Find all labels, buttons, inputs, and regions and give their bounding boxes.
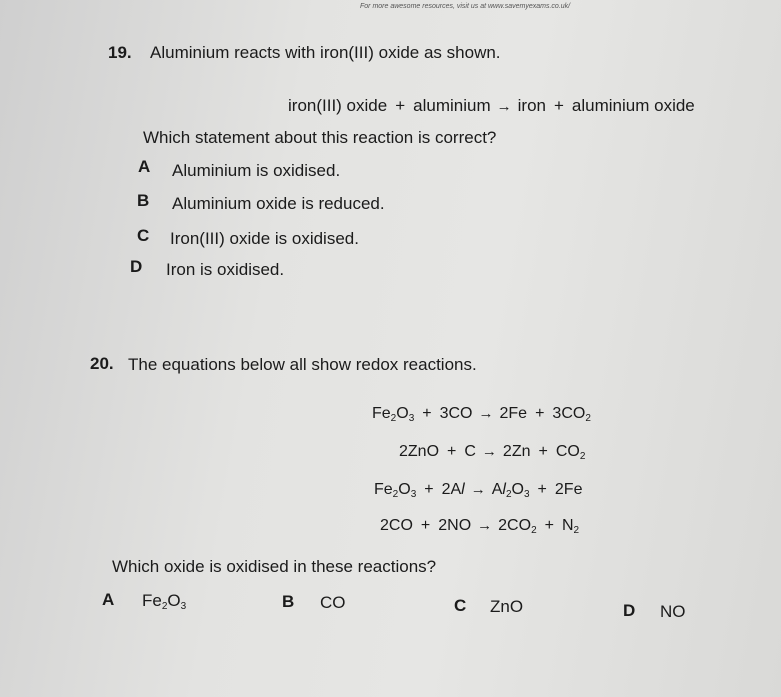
- q19-option-d-letter: D: [130, 257, 143, 276]
- formula-part: 2Zn: [502, 443, 531, 460]
- plus-sign: +: [422, 405, 432, 422]
- q19-question: Which statement about this reaction is correct?: [143, 128, 497, 147]
- plus-sign: +: [544, 517, 554, 534]
- subscript: 2: [585, 413, 591, 424]
- arrow-icon: →: [478, 405, 494, 422]
- q19-product1: iron: [517, 96, 546, 115]
- formula-part: 2ZnO: [399, 443, 440, 460]
- formula-part: 2CO: [380, 517, 413, 534]
- q19-option-a-text: Aluminium is oxidised.: [172, 161, 341, 180]
- subscript: 2: [579, 451, 586, 462]
- formula-part: 2A: [441, 481, 462, 498]
- q20-stem: The equations below all show redox reactions.: [128, 355, 477, 374]
- q19-option-b-letter: B: [137, 191, 150, 210]
- formula-part: 2NO: [438, 517, 472, 534]
- q19-reactant2: aluminium: [413, 96, 491, 115]
- q19-number: 19.: [108, 43, 132, 62]
- arrow-icon: →: [496, 98, 512, 115]
- plus-sign: +: [553, 96, 564, 115]
- subscript: 2: [573, 525, 580, 536]
- formula-part: 2CO: [498, 517, 532, 534]
- plus-sign: +: [447, 443, 457, 460]
- subscript: 2: [531, 525, 537, 536]
- plus-sign: +: [420, 517, 431, 534]
- q20-equation-1: [372, 405, 591, 424]
- q20-option-d-letter: D: [623, 601, 636, 620]
- arrow-icon: →: [477, 517, 493, 534]
- formula-part: 2Fe: [499, 405, 528, 422]
- q20-option-b-letter: B: [282, 592, 295, 611]
- q20-option-a-text: [142, 591, 186, 612]
- q19-product2: aluminium oxide: [571, 96, 695, 115]
- subscript: 3: [180, 601, 187, 612]
- arrow-icon: →: [470, 481, 486, 498]
- q19-option-a-letter: A: [138, 157, 151, 176]
- q20-equation-2: [399, 443, 585, 462]
- plus-sign: +: [424, 481, 434, 498]
- q19-stem: Aluminium reacts with iron(III) oxide as shown.: [150, 43, 501, 62]
- formula-part: CO: [555, 443, 580, 460]
- subscript: 3: [410, 489, 417, 500]
- q20-option-c-text: ZnO: [490, 597, 524, 616]
- plus-sign: +: [537, 481, 547, 498]
- q20-equation-4: [380, 517, 579, 536]
- subscript: 3: [523, 489, 530, 500]
- subscript: 2: [161, 601, 168, 612]
- formula-part: N: [561, 517, 574, 534]
- subscript: 2: [392, 489, 399, 500]
- formula-part: O: [396, 405, 409, 422]
- q20-option-b-text: CO: [320, 593, 346, 612]
- q19-option-c-text: Iron(III) oxide is oxidised.: [170, 229, 359, 248]
- formula-part: 3CO: [552, 405, 586, 422]
- subscript: 3: [408, 413, 415, 424]
- formula-part: l: [461, 481, 465, 498]
- q20-option-a-letter: A: [102, 590, 115, 609]
- subscript: 2: [390, 413, 397, 424]
- subscript: 2: [505, 489, 512, 500]
- q19-option-c-letter: C: [137, 226, 150, 245]
- formula-part: Fe: [142, 591, 162, 610]
- formula-part: 2Fe: [554, 481, 583, 498]
- formula-part: O: [398, 481, 411, 498]
- plus-sign: +: [395, 96, 406, 115]
- q20-option-c-letter: C: [454, 596, 467, 615]
- formula-part: 3CO: [439, 405, 473, 422]
- formula-part: l: [502, 481, 506, 498]
- plus-sign: +: [535, 405, 545, 422]
- q20-equation-3: [374, 481, 582, 500]
- q19-option-d-text: Iron is oxidised.: [166, 260, 285, 279]
- q20-option-d-text: NO: [660, 602, 686, 621]
- q19-word-equation: [288, 96, 695, 116]
- formula-part: O: [511, 481, 524, 498]
- formula-part: Fe: [372, 405, 391, 422]
- formula-part: C: [464, 443, 476, 460]
- q19-option-b-text: Aluminium oxide is reduced.: [172, 194, 385, 213]
- formula-part: Fe: [374, 481, 393, 498]
- q20-number: 20.: [90, 354, 114, 373]
- arrow-icon: →: [481, 443, 497, 460]
- q19-reactant1: iron(III) oxide: [288, 96, 388, 115]
- formula-part: A: [491, 481, 503, 498]
- formula-part: O: [167, 591, 181, 610]
- q20-question: Which oxide is oxidised in these reactions?: [112, 557, 437, 576]
- plus-sign: +: [538, 443, 548, 460]
- page-header: For more awesome resources, visit us at www.savemyexams.co.uk/: [360, 3, 571, 10]
